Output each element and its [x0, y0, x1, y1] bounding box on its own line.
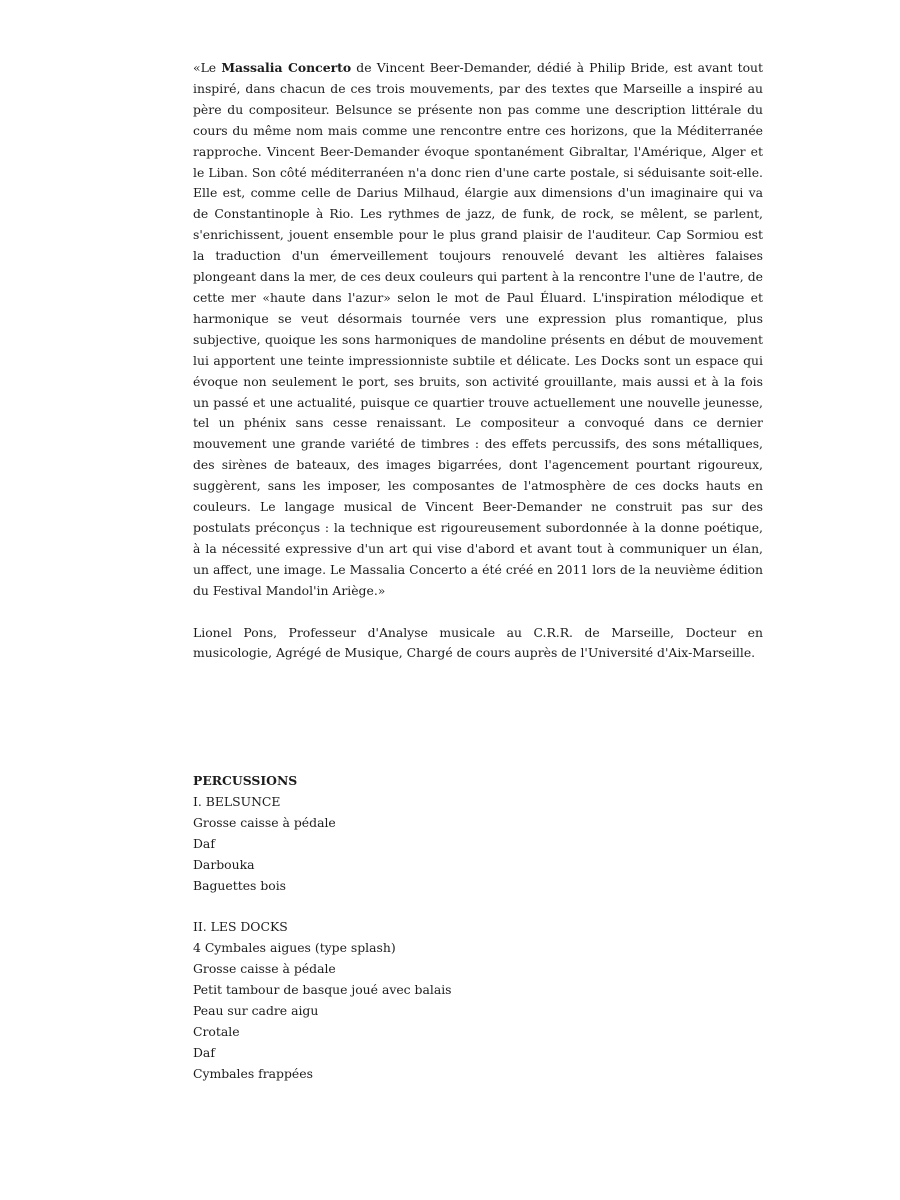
- instrument-item: Cymbales frappées: [193, 1065, 313, 1081]
- movement-title: II. LES DOCKS: [193, 919, 288, 935]
- instrument-item: Daf: [193, 1044, 215, 1060]
- percussions-title: PERCUSSIONS: [193, 773, 298, 788]
- instrument-item: Darbouka: [193, 856, 255, 872]
- instrument-list: [193, 938, 763, 1084]
- attribution: Lionel Pons, Professeur d'Analyse musicale au C.R.R. de Marseille, Docteur en musicologie, Agrégé de Musique, Chargé de cours auprès de l'Université d'Aix-Marseille.: [193, 624, 763, 661]
- instrument-list: [193, 813, 763, 897]
- movement-title: I. BELSUNCE: [193, 793, 281, 809]
- movement-belsunce: [193, 792, 763, 897]
- instrument-item: Crotale: [193, 1023, 240, 1039]
- quote-paragraph: [193, 58, 763, 602]
- text-column: [193, 58, 763, 664]
- movement-les-docks: [193, 917, 763, 1084]
- quote-open: «Le: [193, 60, 222, 75]
- instrument-item: Baguettes bois: [193, 877, 287, 893]
- percussions-section: [193, 771, 763, 1085]
- instrument-item: Petit tambour de basque joué avec balais: [193, 982, 452, 998]
- instrument-item: Peau sur cadre aigu: [193, 1003, 319, 1019]
- instrument-item: Grosse caisse à pédale: [193, 961, 336, 977]
- instrument-item: 4 Cymbales aigues (type splash): [193, 940, 396, 956]
- instrument-item: Grosse caisse à pédale: [193, 814, 336, 830]
- quote-body: de Vincent Beer-Demander, dédié à Philip Bride, est avant tout inspiré, dans chacun de ces trois mouvements, par des textes que Marseille a inspiré au père du compositeur. Belsunce se présente non pas comme une description littérale du cours du même nom mais comme une rencontre entre ces horizons, que la Méditerranée rapproche. Vincent Beer-Demander évoque spontanément Gibraltar, l'Amérique, Alger et le Liban. Son côté méditerranéen n'a donc rien d'une carte postale, si séduisante soit-elle. Elle est, comme celle de Darius Milhaud, élargie aux dimensions d'un imaginaire qui va de Constantinople à Rio. Les rythmes de jazz, de funk, de rock, se mêlent, se parlent, s'enrichissent, jouent ensemble pour le plus grand plaisir de l'auditeur. Cap Sormiou est la traduction d'un émerveillement toujours renouvelé devant les altières falaises plongeant dans la mer, de ces deux couleurs qui partent à la rencontre l'une de l'autre, de cette mer «haute dans l'azur» selon le mot de Paul Éluard. L'inspiration mélodique et harmonique se veut désormais tournée vers une expression plus romantique, plus subjective, quoique les sons harmoniques de mandoline présents en début de mouvement lui apportent une teinte impressionniste subtile et délicate. Les Docks sont un espace qui évoque non seulement le port, ses bruits, son activité grouillante, mais aussi et à la fois un passé et une actualité, puisque ce quartier trouve actuellement une nouvelle jeunesse, tel un phénix sans cesse renaissant. Le compositeur a convoqué dans ce dernier mouvement une grande variété de timbres : des effets percussifs, des sons métalliques, des sirènes de bateaux, des images bigarrées, dont l'agencement pourtant rigoureux, suggèrent, sans les imposer, les composantes de l'atmosphère de ces docks hauts en couleurs. Le langage musical de Vincent Beer-Demander ne construit pas sur des postulats préconçus : la technique est rigoureusement subordonnée à la donne poétique, à la nécessité expressive d'un art qui vise d'abord et avant tout à communiquer un élan, un affect, une image. Le Massalia Concerto a été créé en 2011 lors de la neuvième édition du Festival Mandol'in Ariège.»: [193, 60, 763, 598]
- concerto-title: Massalia Concerto: [221, 60, 352, 75]
- instrument-item: Daf: [193, 835, 215, 851]
